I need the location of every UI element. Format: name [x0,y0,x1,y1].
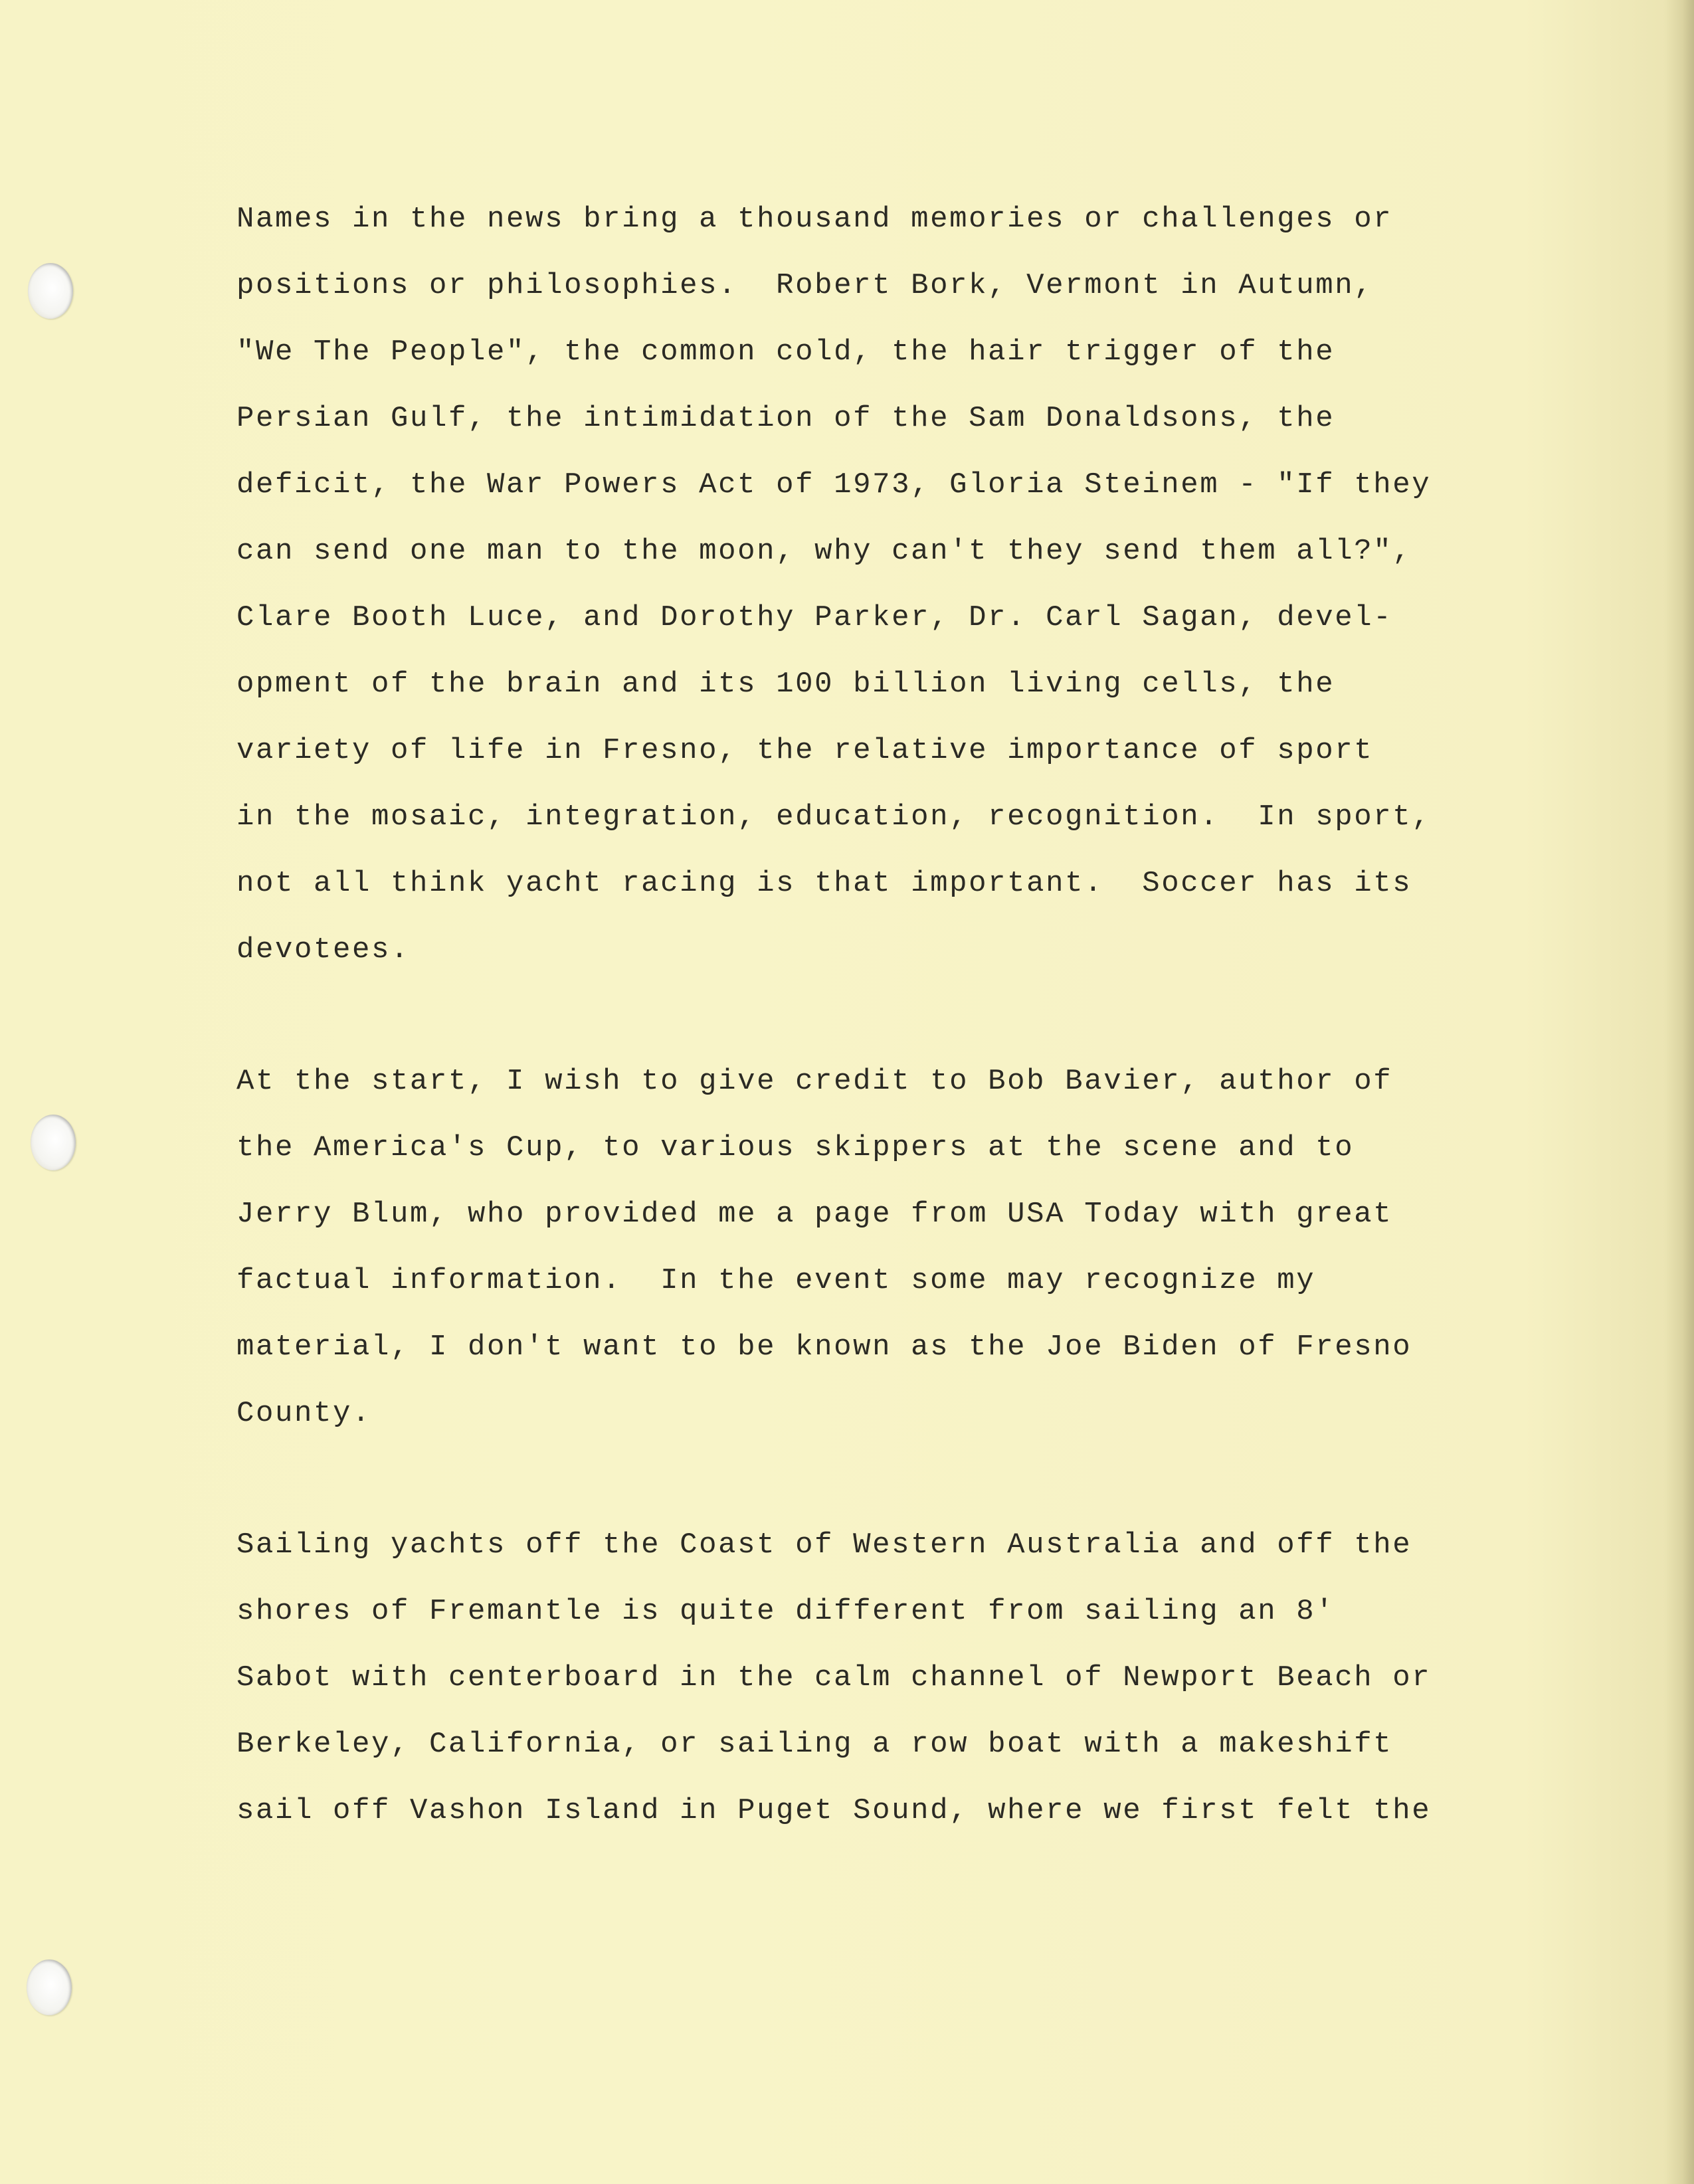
punch-hole [27,1959,72,2015]
text-line: deficit, the War Powers Act of 1973, Gloria Steinem - "If they [236,468,1432,501]
text-line: Berkeley, California, or sailing a row boat with a makeshift [236,1728,1393,1761]
text-line: not all think yacht racing is that important. Soccer has its [236,867,1412,900]
text-line: Names in the news bring a thousand memories or challenges or [236,203,1393,236]
text-line: variety of life in Fresno, the relative importance of sport [236,734,1374,767]
text-line: "We The People", the common cold, the hair trigger of the [236,335,1335,369]
text-line: Clare Booth Luce, and Dorothy Parker, Dr. Carl Sagan, devel- [236,601,1393,634]
text-line: shores of Fremantle is quite different from sailing an 8' [236,1595,1335,1628]
paragraph-names-in-the-news [236,186,1499,983]
text-line: factual information. In the event some may recognize my [236,1264,1316,1297]
text-line: positions or philosophies. Robert Bork, Vermont in Autumn, [236,269,1374,302]
text-line: County. [236,1397,372,1430]
text-line: sail off Vashon Island in Puget Sound, where we first felt the [236,1794,1432,1827]
punch-hole [28,263,73,319]
text-line: material, I don't want to be known as the Joe Biden of Fresno [236,1330,1412,1364]
text-line: At the start, I wish to give credit to Bob Bavier, author of [236,1065,1393,1098]
paragraph-credits [236,1048,1499,1447]
page-edge-shadow [1665,0,1694,2184]
text-line: Persian Gulf, the intimidation of the Sam Donaldsons, the [236,402,1335,435]
text-line: Sailing yachts off the Coast of Western Australia and off the [236,1528,1412,1562]
text-line: opment of the brain and its 100 billion living cells, the [236,668,1335,701]
text-line: can send one man to the moon, why can't they send them all?", [236,535,1412,568]
paragraph-sailing-yachts [236,1512,1499,1844]
punch-hole [31,1115,76,1170]
text-line: devotees. [236,933,411,966]
text-line: the America's Cup, to various skippers at the scene and to [236,1131,1355,1164]
text-line: Jerry Blum, who provided me a page from USA Today with great [236,1198,1393,1231]
text-line: in the mosaic, integration, education, recognition. In sport, [236,800,1432,834]
text-line: Sabot with centerboard in the calm channel of Newport Beach or [236,1661,1432,1694]
